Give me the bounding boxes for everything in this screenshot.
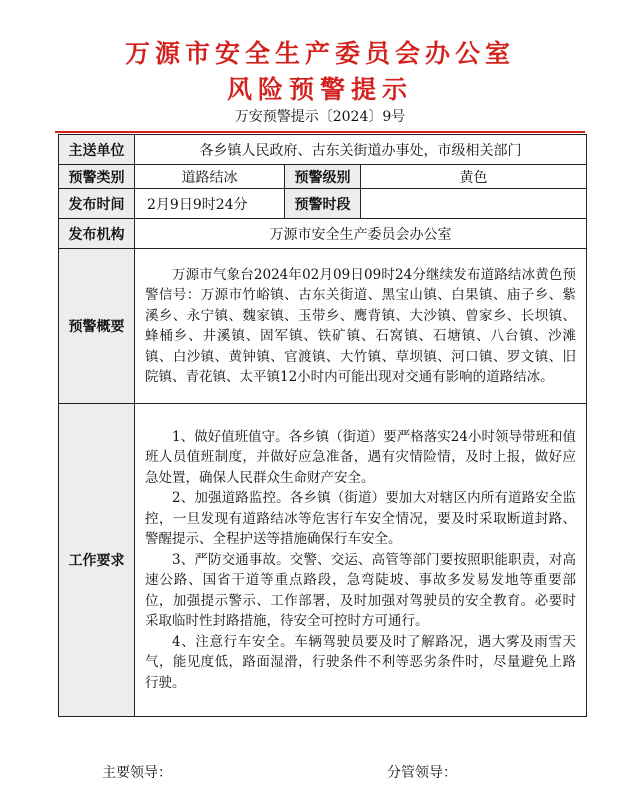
requirement-item: 4、注意行车安全。车辆驾驶员要及时了解路况，遇大雾及雨雪天气，能见度低，路面湿滑，行驶条件不利等恶劣条件时，尽量避免上路行驶。 [145, 633, 577, 691]
requirement-item: 1、做好值班值守。各乡镇（街道）要严格落实24小时领导带班和值班人员值班制度，并做好应急准备，遇有灾情险情，及时上报，做好应急处置，确保人民群众生命财产安全。 [145, 428, 577, 486]
warning-level-label: 预警级别 [285, 165, 361, 189]
red-divider-line [55, 131, 585, 133]
requirements-label: 工作要求 [59, 404, 135, 717]
warning-category-value: 道路结冰 [135, 165, 285, 189]
warning-period-value [361, 189, 587, 219]
warning-category-label: 预警类别 [59, 165, 135, 189]
main-leader-signature-label: 主要领导： [102, 765, 172, 781]
table-row [59, 219, 587, 249]
document-number: 万安预警提示〔2024〕9号 [234, 109, 406, 125]
warning-table [58, 134, 587, 717]
table-row [59, 404, 587, 717]
recipient-value: 各乡镇人民政府、古东关街道办事处，市级相关部门 [135, 135, 587, 165]
table-row [59, 189, 587, 219]
table-row [59, 249, 587, 404]
requirements-text-cell [135, 404, 587, 717]
issuer-title: 万源市安全生产委员会办公室 [124, 39, 515, 68]
overview-text-cell [135, 249, 587, 404]
requirement-item: 3、严防交通事故。交警、交运、高管等部门要按照职能职责，对高速公路、国省干道等重点路段，急弯陡坡、事故多发易发地等重要部位，加强提示警示、工作部署，及时加强对驾驶员的安全教育。必要时采取临时性封路措施，待安全可控时方可通行。 [145, 551, 577, 630]
requirement-item: 2、加强道路监控。各乡镇（街道）要加大对辖区内所有道路安全监控，一旦发现有道路结冰等危害行车安全情况，要及时采取断道封路、警醒提示、全程护送等措施确保行车安全。 [145, 490, 577, 548]
warning-level-value: 黄色 [361, 165, 587, 189]
table-row [59, 165, 587, 189]
issuing-agency-label: 发布机构 [59, 219, 135, 249]
issuing-agency-value: 万源市安全生产委员会办公室 [135, 219, 587, 249]
sub-leader-signature-label: 分管领导： [387, 765, 457, 781]
document-title: 风险预警提示 [226, 75, 413, 104]
overview-text: 万源市气象台2024年02月09日09时24分继续发布道路结冰黄色预警信号：万源市竹峪镇、古东关街道、黑宝山镇、白果镇、庙子乡、紫溪乡、永宁镇、魏家镇、玉带乡、鹰背镇、大沙镇、曾家乡、长坝镇、蜂桶乡、井溪镇、固军镇、铁矿镇、石窝镇、石塘镇、八台镇、沙滩镇、白沙镇、黄钟镇、官渡镇、大竹镇、草坝镇、河口镇、罗文镇、旧院镇、青花镇、太平镇12小时内可能出现对交通有影响的道路结冰。 [145, 266, 577, 385]
release-time-value: 2月9日9时24分 [135, 189, 285, 219]
recipient-label: 主送单位 [59, 135, 135, 165]
warning-period-label: 预警时段 [285, 189, 361, 219]
overview-label: 预警概要 [59, 249, 135, 404]
table-row [59, 135, 587, 165]
release-time-label: 发布时间 [59, 189, 135, 219]
